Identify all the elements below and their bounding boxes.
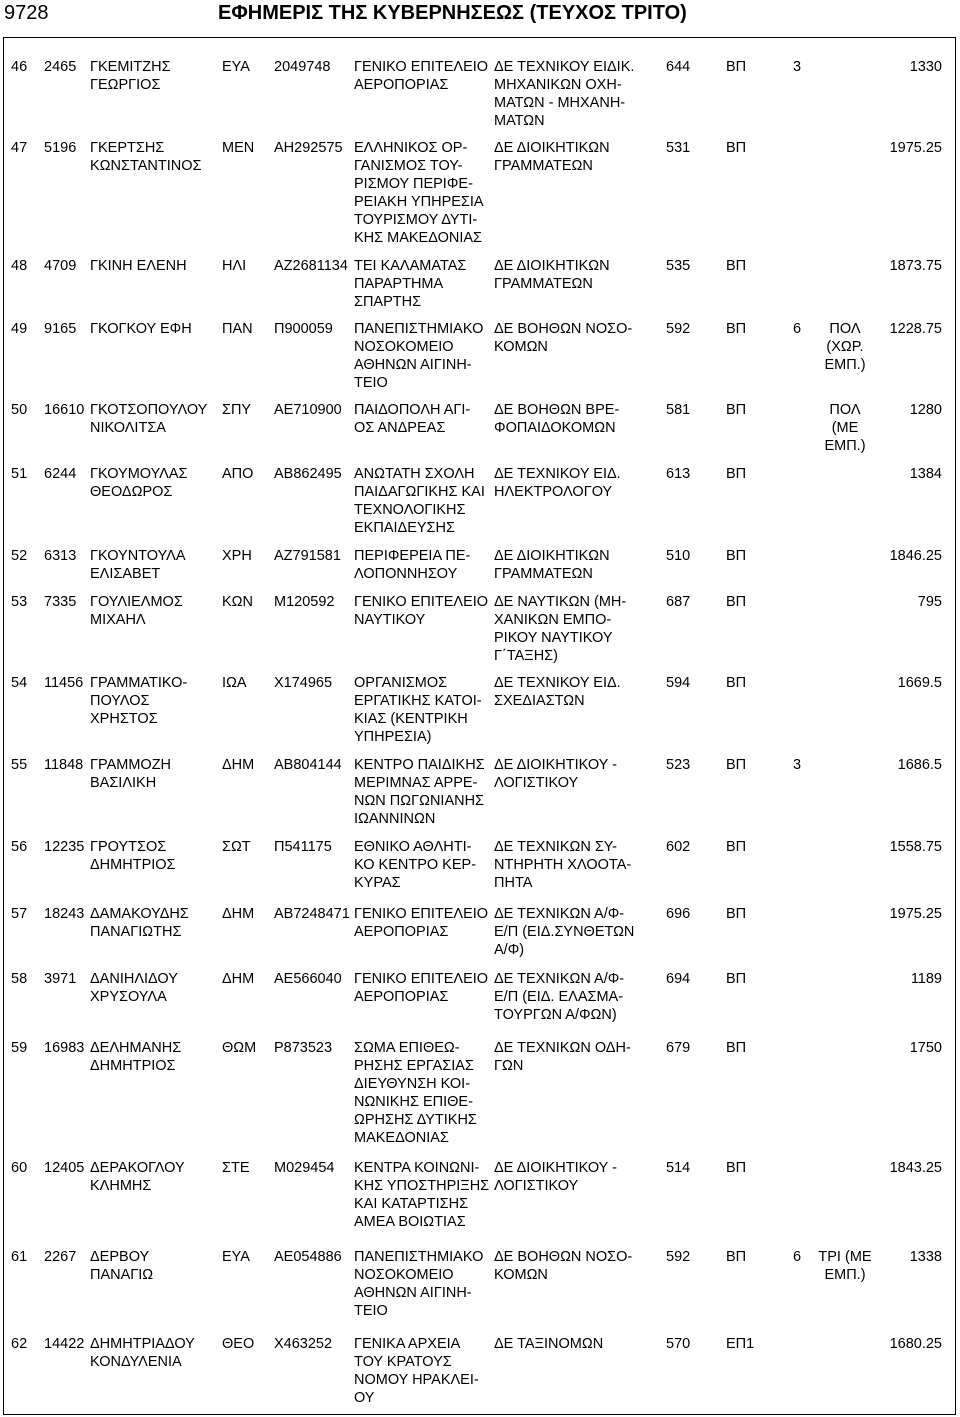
category-code: ΣΠΥ xyxy=(222,402,252,418)
children-count: 3 xyxy=(793,59,802,75)
page-number: 9728 xyxy=(4,2,49,24)
row-number: 55 xyxy=(11,757,28,773)
category-code: ΜΕΝ xyxy=(222,140,255,156)
candidate-name: ΓΚΙΝΗ ΕΛΕΝΗ xyxy=(90,258,187,274)
specialty: ΔΕ ΒΟΗΘΩΝ ΒΡΕ- ΦΟΠΑΙΔΟΚΟΜΩΝ xyxy=(494,402,620,436)
organization: ΚΕΝΤΡΟ ΠΑΙΔΙΚΗΣ ΜΕΡΙΜΝΑΣ ΑΡΡΕ- ΝΩΝ ΠΩΓΩΝΙΑΝΗΣ ΙΩΑΝΝΙΝΩΝ xyxy=(354,757,485,827)
row-number: 48 xyxy=(11,258,28,274)
score: 535 xyxy=(666,258,691,274)
specialty: ΔΕ ΤΕΧΝΙΚΩΝ ΟΔΗ- ΓΩΝ xyxy=(494,1040,631,1074)
id-card-number: Μ120592 xyxy=(274,594,335,610)
class-code: ΒΠ xyxy=(726,675,747,691)
class-code: ΒΠ xyxy=(726,59,747,75)
candidate-name: ΓΚΕΜΙΤΖΗΣ ΓΕΩΡΓΙΟΣ xyxy=(90,59,171,93)
candidate-id: 14422 xyxy=(44,1336,85,1352)
category-code: ΗΛΙ xyxy=(222,258,247,274)
row-number: 46 xyxy=(11,59,28,75)
score: 694 xyxy=(666,971,691,987)
score: 523 xyxy=(666,757,691,773)
id-card-number: ΑΒ804144 xyxy=(274,757,342,773)
organization: ΠΑΝΕΠΙΣΤΗΜΙΑΚΟ ΝΟΣΟΚΟΜΕΙΟ ΑΘΗΝΩΝ ΑΙΓΙΝΗ- ΤΕΙΟ xyxy=(354,1249,484,1319)
organization: ΟΡΓΑΝΙΣΜΟΣ ΕΡΓΑΤΙΚΗΣ ΚΑΤΟΙ- ΚΙΑΣ (ΚΕΝΤΡΙΚΗ ΥΠΗΡΕΣΙΑ) xyxy=(354,675,482,745)
organization: ΚΕΝΤΡΑ ΚΟΙΝΩΝΙ- ΚΗΣ ΥΠΟΣΤΗΡΙΞΗΣ ΚΑΙ ΚΑΤΑΡΤΙΣΗΣ ΑΜΕΑ ΒΟΙΩΤΙΑΣ xyxy=(354,1160,490,1230)
score: 592 xyxy=(666,1249,691,1265)
specialty: ΔΕ ΔΙΟΙΚΗΤΙΚΩΝ ΓΡΑΜΜΑΤΕΩΝ xyxy=(494,258,610,292)
candidate-name: ΓΡΑΜΜΑΤΙΚΟ- ΠΟΥΛΟΣ ΧΡΗΣΤΟΣ xyxy=(90,675,188,727)
specialty: ΔΕ ΤΕΧΝΙΚΟΥ ΕΙΔ. ΗΛΕΚΤΡΟΛΟΓΟΥ xyxy=(494,466,621,500)
candidate-id: 5196 xyxy=(44,140,77,156)
note: ΠΟΛ (ΧΩΡ. ΕΜΠ.) xyxy=(824,321,866,373)
candidate-id: 16610 xyxy=(44,402,85,418)
organization: ΓΕΝΙΚΑ ΑΡΧΕΙΑ ΤΟΥ ΚΡΑΤΟΥΣ ΝΟΜΟΥ ΗΡΑΚΛΕΙ- ΟΥ xyxy=(354,1336,479,1406)
points: 1975.25 xyxy=(889,906,942,922)
row-number: 61 xyxy=(11,1249,28,1265)
specialty: ΔΕ ΒΟΗΘΩΝ ΝΟΣΟ- ΚΟΜΩΝ xyxy=(494,1249,633,1283)
candidate-id: 11848 xyxy=(44,757,84,773)
candidate-name: ΓΚΟΓΚΟΥ ΕΦΗ xyxy=(90,321,192,337)
score: 594 xyxy=(666,675,691,691)
organization: ΤΕΙ ΚΑΛΑΜΑΤΑΣ ΠΑΡΑΡΤΗΜΑ ΣΠΑΡΤΗΣ xyxy=(354,258,467,310)
id-card-number: ΑΒ862495 xyxy=(274,466,342,482)
organization: ΕΛΛΗΝΙΚΟΣ ΟΡ- ΓΑΝΙΣΜΟΣ ΤΟΥ- ΡΙΣΜΟΥ ΠΕΡΙΦΕ- ΡΕΙΑΚΗ ΥΠΗΡΕΣΙΑ ΤΟΥΡΙΣΜΟΥ ΔΥΤΙ- ΚΗΣ ΜΑΚΕΔΟΝΙΑΣ xyxy=(354,140,484,246)
class-code: ΒΠ xyxy=(726,757,747,773)
id-card-number: Χ463252 xyxy=(274,1336,333,1352)
candidate-name: ΔΑΜΑΚΟΥΔΗΣ ΠΑΝΑΓΙΩΤΗΣ xyxy=(90,906,189,940)
children-count: 3 xyxy=(793,757,802,773)
id-card-number: ΑΗ292575 xyxy=(274,140,343,156)
category-code: ΔΗΜ xyxy=(222,906,255,922)
row-number: 56 xyxy=(11,839,28,855)
candidate-name: ΓΡΟΥΤΣΟΣ ΔΗΜΗΤΡΙΟΣ xyxy=(90,839,176,873)
candidate-id: 3971 xyxy=(44,971,77,987)
points: 795 xyxy=(917,594,942,610)
score: 570 xyxy=(666,1336,691,1352)
row-number: 51 xyxy=(11,466,28,482)
row-number: 50 xyxy=(11,402,28,418)
candidate-id: 7335 xyxy=(44,594,77,610)
score: 531 xyxy=(666,140,691,156)
class-code: ΒΠ xyxy=(726,321,747,337)
points: 1846.25 xyxy=(889,548,942,564)
organization: ΓΕΝΙΚΟ ΕΠΙΤΕΛΕΙΟ ΑΕΡΟΠΟΡΙΑΣ xyxy=(354,971,489,1005)
class-code: ΒΠ xyxy=(726,1249,747,1265)
candidate-name: ΓΚΟΤΣΟΠΟΥΛΟΥ ΝΙΚΟΛΙΤΣΑ xyxy=(90,402,208,436)
specialty: ΔΕ ΤΑΞΙΝΟΜΩΝ xyxy=(494,1336,604,1352)
candidate-name: ΓΚΟΥΝΤΟΥΛΑ ΕΛΙΣΑΒΕΤ xyxy=(90,548,186,582)
id-card-number: Ρ873523 xyxy=(274,1040,333,1056)
row-number: 49 xyxy=(11,321,28,337)
candidate-id: 12405 xyxy=(44,1160,85,1176)
category-code: ΣΩΤ xyxy=(222,839,251,855)
organization: ΑΝΩΤΑΤΗ ΣΧΟΛΗ ΠΑΙΔΑΓΩΓΙΚΗΣ ΚΑΙ ΤΕΧΝΟΛΟΓΙΚΗΣ ΕΚΠΑΙΔΕΥΣΗΣ xyxy=(354,466,485,536)
category-code: ΙΩΑ xyxy=(222,675,247,691)
row-number: 59 xyxy=(11,1040,28,1056)
category-code: ΘΩΜ xyxy=(222,1040,257,1056)
candidate-id: 2267 xyxy=(44,1249,77,1265)
points: 1330 xyxy=(909,59,942,75)
class-code: ΒΠ xyxy=(726,466,747,482)
candidate-id: 9165 xyxy=(44,321,77,337)
candidate-name: ΓΚΕΡΤΣΗΣ ΚΩΝΣΤΑΝΤΙΝΟΣ xyxy=(90,140,202,174)
id-card-number: Μ029454 xyxy=(274,1160,335,1176)
candidate-name: ΔΕΡΑΚΟΓΛΟΥ ΚΛΗΜΗΣ xyxy=(90,1160,185,1194)
points: 1975.25 xyxy=(889,140,942,156)
score: 602 xyxy=(666,839,691,855)
points: 1228.75 xyxy=(889,321,942,337)
organization: ΠΕΡΙΦΕΡΕΙΑ ΠΕ- ΛΟΠΟΝΝΗΣΟΥ xyxy=(354,548,471,582)
score: 613 xyxy=(666,466,691,482)
specialty: ΔΕ ΝΑΥΤΙΚΩΝ (ΜΗ- ΧΑΝΙΚΩΝ ΕΜΠΟ- ΡΙΚΟΥ ΝΑΥΤΙΚΟΥ Γ΄ΤΑΞΗΣ) xyxy=(494,594,627,664)
class-code: ΒΠ xyxy=(726,594,747,610)
candidate-id: 18243 xyxy=(44,906,85,922)
specialty: ΔΕ ΔΙΟΙΚΗΤΙΚΩΝ ΓΡΑΜΜΑΤΕΩΝ xyxy=(494,548,610,582)
candidate-id: 16983 xyxy=(44,1040,85,1056)
organization: ΠΑΝΕΠΙΣΤΗΜΙΑΚΟ ΝΟΣΟΚΟΜΕΙΟ ΑΘΗΝΩΝ ΑΙΓΙΝΗ- ΤΕΙΟ xyxy=(354,321,484,391)
id-card-number: ΑΖ791581 xyxy=(274,548,341,564)
specialty: ΔΕ ΔΙΟΙΚΗΤΙΚΟΥ - ΛΟΓΙΣΤΙΚΟΥ xyxy=(494,1160,617,1194)
candidate-name: ΓΟΥΛΙΕΛΜΟΣ ΜΙΧΑΗΛ xyxy=(90,594,183,628)
candidate-name: ΓΡΑΜΜΟΖΗ ΒΑΣΙΛΙΚΗ xyxy=(90,757,172,791)
points: 1669.5 xyxy=(897,675,942,691)
candidate-id: 12235 xyxy=(44,839,85,855)
points: 1750 xyxy=(909,1040,942,1056)
score: 514 xyxy=(666,1160,691,1176)
row-number: 53 xyxy=(11,594,28,610)
note: ΠΟΛ (ΜΕ ΕΜΠ.) xyxy=(824,402,866,454)
organization: ΓΕΝΙΚΟ ΕΠΙΤΕΛΕΙΟ ΑΕΡΟΠΟΡΙΑΣ xyxy=(354,59,489,93)
specialty: ΔΕ ΤΕΧΝΙΚΟΥ ΕΙΔΙΚ. ΜΗΧΑΝΙΚΩΝ ΟΧΗ- ΜΑΤΩΝ - ΜΗΧΑΝΗ- ΜΑΤΩΝ xyxy=(494,59,635,129)
row-number: 62 xyxy=(11,1336,28,1352)
candidate-name: ΔΑΝΙΗΛΙΔΟΥ ΧΡΥΣΟΥΛΑ xyxy=(90,971,178,1005)
note: ΤΡΙ (ΜΕ ΕΜΠ.) xyxy=(818,1249,872,1283)
id-card-number: Π900059 xyxy=(274,321,333,337)
row-number: 47 xyxy=(11,140,28,156)
specialty: ΔΕ ΤΕΧΝΙΚΩΝ Α/Φ- Ε/Π (ΕΙΔ.ΣΥΝΘΕΤΩΝ Α/Φ) xyxy=(494,906,635,958)
specialty: ΔΕ ΤΕΧΝΙΚΩΝ ΣΥ- ΝΤΗΡΗΤΗ ΧΛΟΟΤΑ- ΠΗΤΑ xyxy=(494,839,632,891)
organization: ΣΩΜΑ ΕΠΙΘΕΩ- ΡΗΣΗΣ ΕΡΓΑΣΙΑΣ ΔΙΕΥΘΥΝΣΗ ΚΟΙ- ΝΩΝΙΚΗΣ ΕΠΙΘΕ- ΩΡΗΣΗΣ ΔΥΤΙΚΗΣ ΜΑΚΕΔΟΝΙΑΣ xyxy=(354,1040,477,1146)
candidate-id: 6244 xyxy=(44,466,77,482)
row-number: 58 xyxy=(11,971,28,987)
specialty: ΔΕ ΤΕΧΝΙΚΟΥ ΕΙΔ. ΣΧΕΔΙΑΣΤΩΝ xyxy=(494,675,621,709)
children-count: 6 xyxy=(793,321,802,337)
row-number: 57 xyxy=(11,906,28,922)
score: 510 xyxy=(666,548,691,564)
category-code: ΔΗΜ xyxy=(222,971,255,987)
points: 1280 xyxy=(909,402,942,418)
score: 687 xyxy=(666,594,691,610)
id-card-number: ΑΖ2681134 xyxy=(274,258,348,274)
class-code: ΒΠ xyxy=(726,971,747,987)
id-card-number: ΑΒ7248471 xyxy=(274,906,350,922)
row-number: 54 xyxy=(11,675,28,691)
candidate-name: ΔΗΜΗΤΡΙΑΔΟΥ ΚΟΝΔΥΛΕΝΙΑ xyxy=(90,1336,195,1370)
score: 592 xyxy=(666,321,691,337)
points: 1338 xyxy=(909,1249,942,1265)
class-code: ΕΠ1 xyxy=(726,1336,755,1352)
category-code: ΠΑΝ xyxy=(222,321,253,337)
points: 1189 xyxy=(910,971,942,987)
specialty: ΔΕ ΒΟΗΘΩΝ ΝΟΣΟ- ΚΟΜΩΝ xyxy=(494,321,633,355)
category-code: ΕΥΑ xyxy=(222,1249,250,1265)
points: 1686.5 xyxy=(897,757,942,773)
row-number: 60 xyxy=(11,1160,28,1176)
category-code: ΔΗΜ xyxy=(222,757,255,773)
class-code: ΒΠ xyxy=(726,140,747,156)
category-code: ΘΕΟ xyxy=(222,1336,255,1352)
points: 1873.75 xyxy=(889,258,942,274)
candidate-name: ΔΕΡΒΟΥ ΠΑΝΑΓΙΩ xyxy=(90,1249,154,1283)
id-card-number: ΑΕ710900 xyxy=(274,402,342,418)
specialty: ΔΕ ΔΙΟΙΚΗΤΙΚΩΝ ΓΡΑΜΜΑΤΕΩΝ xyxy=(494,140,610,174)
category-code: ΕΥΑ xyxy=(222,59,250,75)
candidate-id: 6313 xyxy=(44,548,77,564)
category-code: ΚΩΝ xyxy=(222,594,253,610)
id-card-number: Χ174965 xyxy=(274,675,333,691)
class-code: ΒΠ xyxy=(726,402,747,418)
points: 1384 xyxy=(909,466,942,482)
candidate-id: 2465 xyxy=(44,59,77,75)
class-code: ΒΠ xyxy=(726,839,747,855)
row-number: 52 xyxy=(11,548,28,564)
class-code: ΒΠ xyxy=(726,906,747,922)
id-card-number: ΑΕ566040 xyxy=(274,971,342,987)
class-code: ΒΠ xyxy=(726,1040,747,1056)
class-code: ΒΠ xyxy=(726,548,747,564)
category-code: ΣΤΕ xyxy=(222,1160,250,1176)
specialty: ΔΕ ΤΕΧΝΙΚΩΝ Α/Φ- Ε/Π (ΕΙΔ. ΕΛΑΣΜΑ- ΤΟΥΡΓΩΝ Α/ΦΩΝ) xyxy=(494,971,625,1023)
organization: ΠΑΙΔΟΠΟΛΗ ΑΓΙ- ΟΣ ΑΝΔΡΕΑΣ xyxy=(354,402,471,436)
id-card-number: Π541175 xyxy=(274,839,332,855)
organization: ΕΘΝΙΚΟ ΑΘΛΗΤΙ- ΚΟ ΚΕΝΤΡΟ ΚΕΡ- ΚΥΡΑΣ xyxy=(354,839,477,891)
category-code: ΑΠΟ xyxy=(222,466,254,482)
id-card-number: 2049748 xyxy=(274,59,331,75)
score: 696 xyxy=(666,906,691,922)
candidate-name: ΔΕΛΗΜΑΝΗΣ ΔΗΜΗΤΡΙΟΣ xyxy=(90,1040,182,1074)
candidate-id: 11456 xyxy=(44,675,84,691)
organization: ΓΕΝΙΚΟ ΕΠΙΤΕΛΕΙΟ ΝΑΥΤΙΚΟΥ xyxy=(354,594,489,628)
gazette-title: ΕΦΗΜΕΡΙΣ ΤΗΣ ΚΥΒΕΡΝΗΣΕΩΣ (ΤΕΥΧΟΣ ΤΡΙΤΟ) xyxy=(218,2,687,24)
points: 1558.75 xyxy=(889,839,942,855)
specialty: ΔΕ ΔΙΟΙΚΗΤΙΚΟΥ - ΛΟΓΙΣΤΙΚΟΥ xyxy=(494,757,617,791)
class-code: ΒΠ xyxy=(726,1160,747,1176)
score: 644 xyxy=(666,59,691,75)
class-code: ΒΠ xyxy=(726,258,747,274)
page-header xyxy=(0,0,960,32)
score: 679 xyxy=(666,1040,691,1056)
id-card-number: ΑΕ054886 xyxy=(274,1249,342,1265)
category-code: ΧΡΗ xyxy=(222,548,252,564)
points: 1843.25 xyxy=(889,1160,942,1176)
organization: ΓΕΝΙΚΟ ΕΠΙΤΕΛΕΙΟ ΑΕΡΟΠΟΡΙΑΣ xyxy=(354,906,489,940)
children-count: 6 xyxy=(793,1249,802,1265)
candidate-name: ΓΚΟΥΜΟΥΛΑΣ ΘΕΟΔΩΡΟΣ xyxy=(90,466,188,500)
points: 1680.25 xyxy=(889,1336,942,1352)
candidate-id: 4709 xyxy=(44,258,77,274)
score: 581 xyxy=(666,402,691,418)
